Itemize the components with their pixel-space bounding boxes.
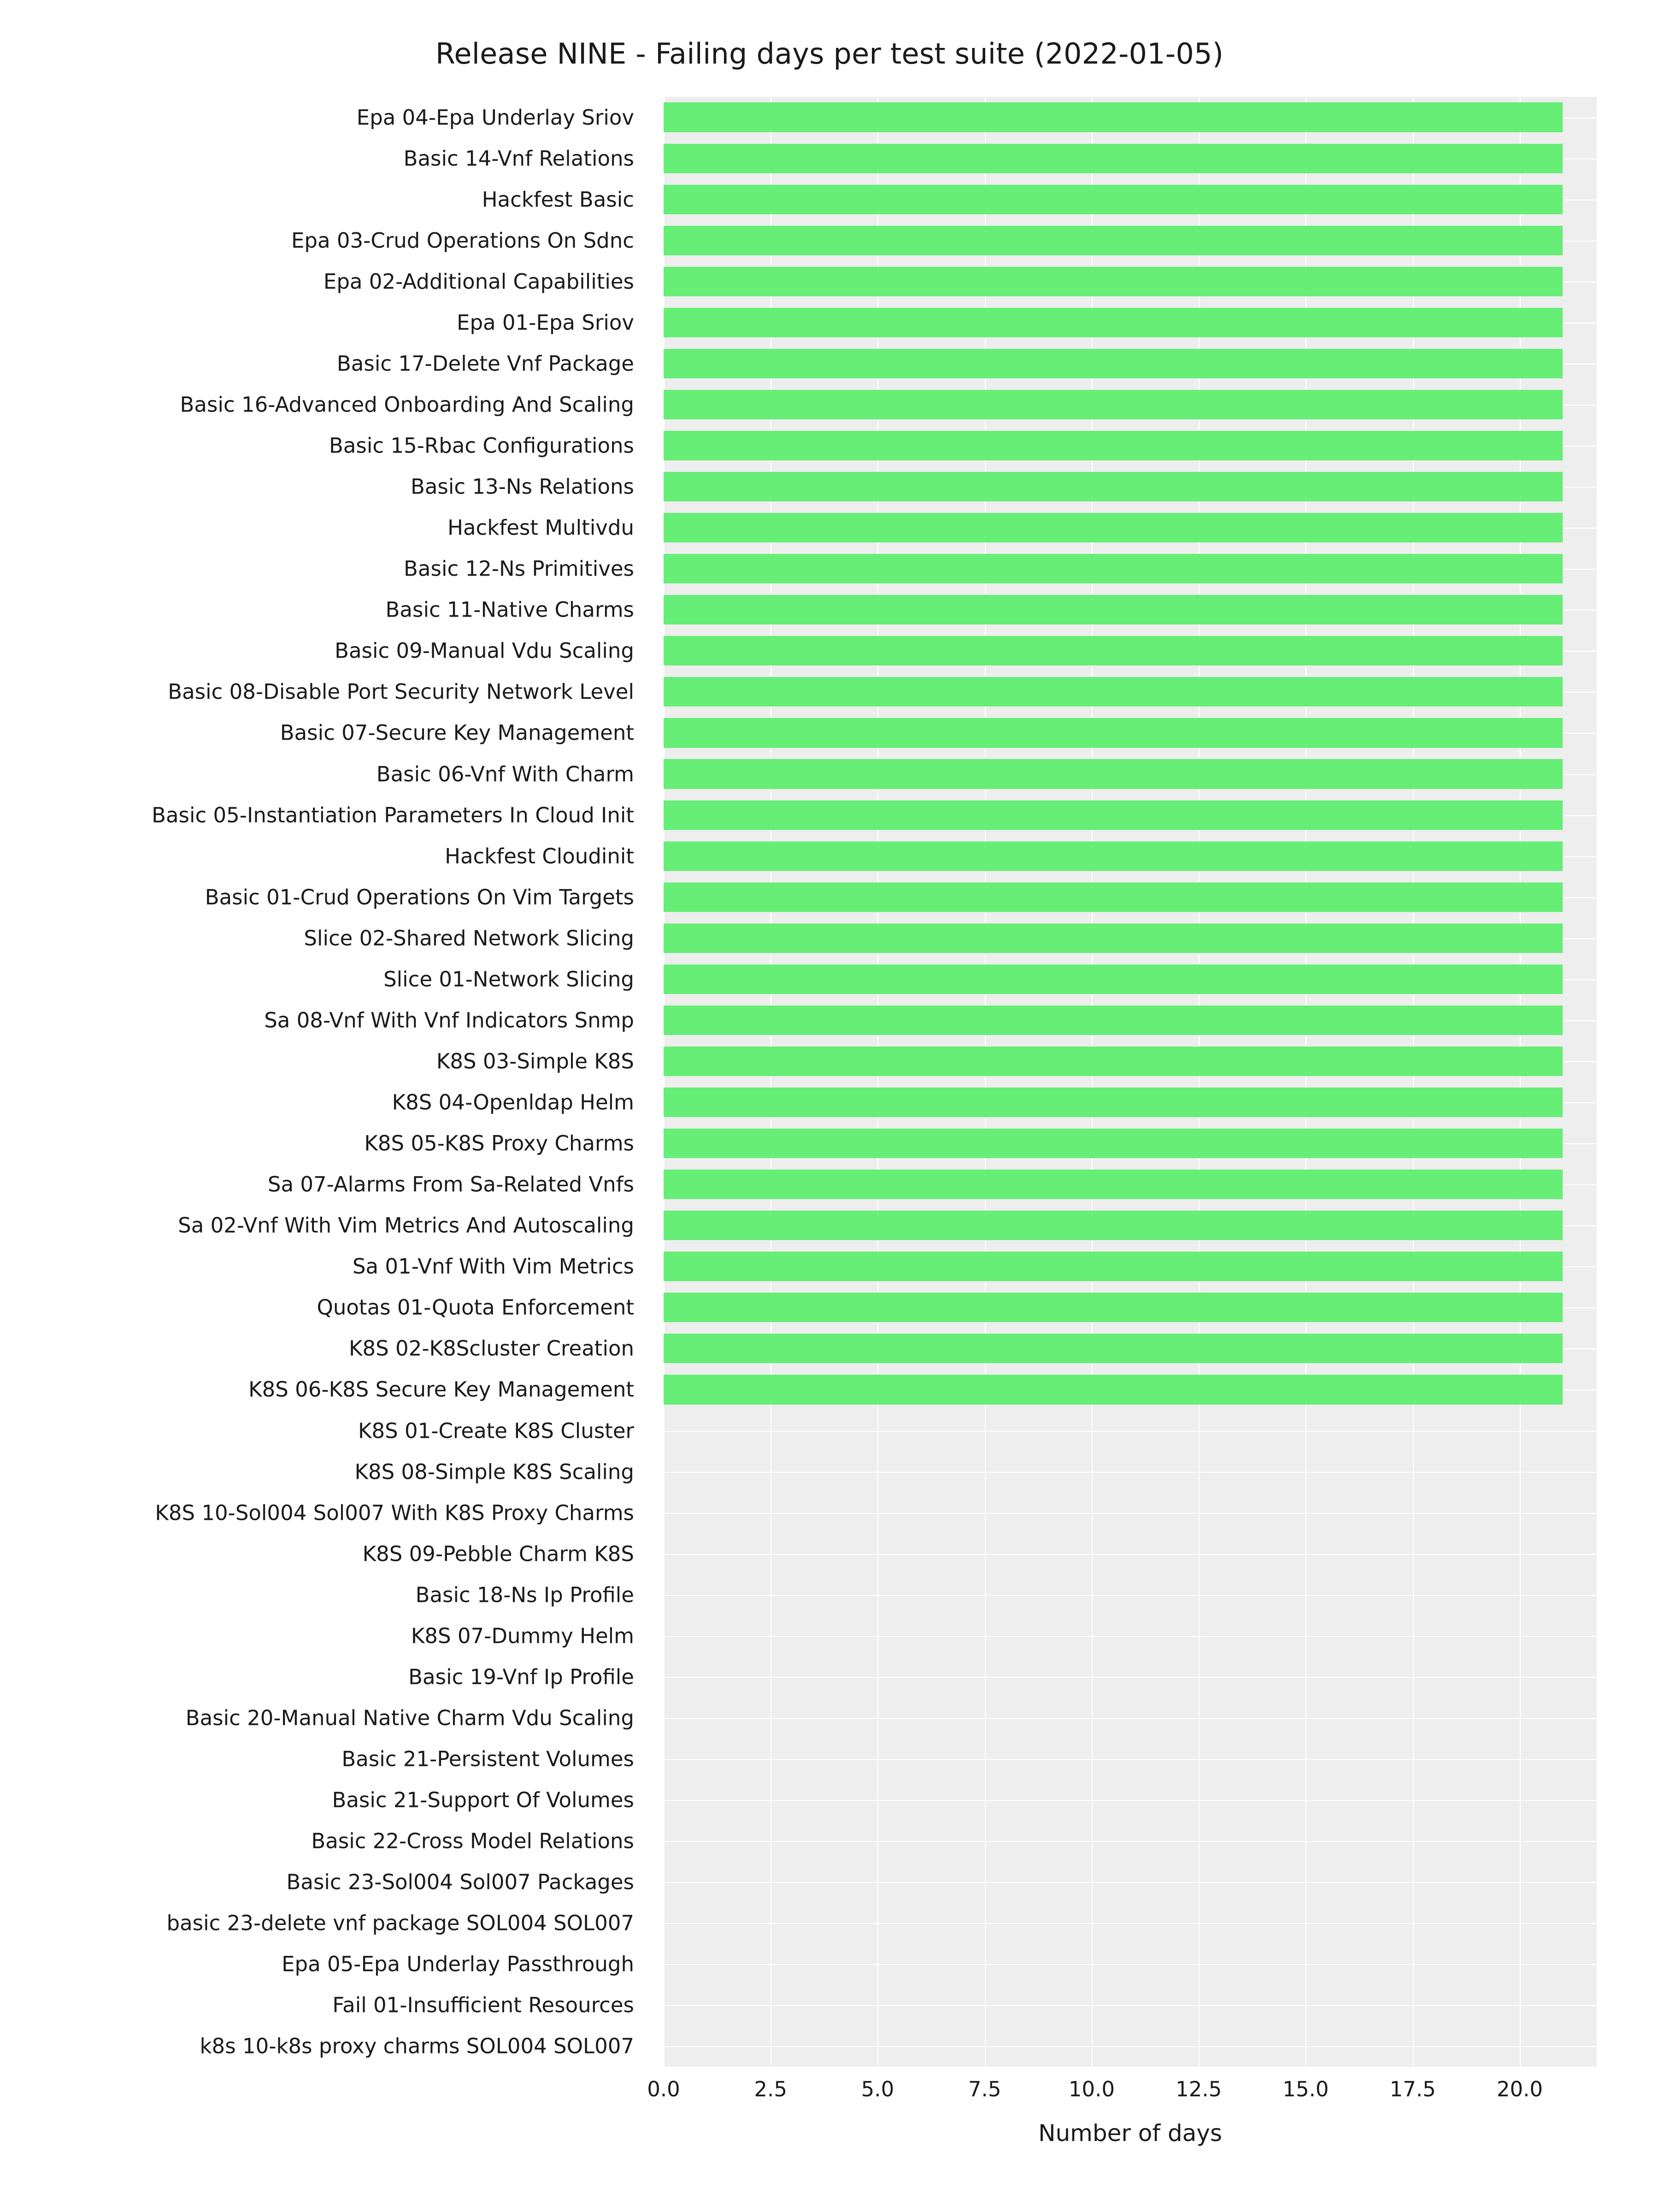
y-tick-label: K8S 10-Sol004 Sol007 With K8S Proxy Charms: [155, 1500, 634, 1525]
bar: [664, 431, 1563, 460]
bar: [664, 308, 1563, 337]
y-tick-label: Slice 02-Shared Network Slicing: [304, 926, 634, 951]
y-tick-label: Epa 05-Epa Underlay Passthrough: [282, 1952, 634, 1977]
bar: [664, 185, 1563, 214]
x-tick-label: 5.0: [861, 2077, 894, 2101]
bar: [664, 1006, 1563, 1035]
y-tick-label: K8S 02-K8Scluster Creation: [349, 1336, 634, 1361]
bar: [664, 1170, 1563, 1199]
y-tick-label: Sa 08-Vnf With Vnf Indicators Snmp: [264, 1008, 634, 1033]
x-axis-title: Number of days: [1038, 2120, 1222, 2147]
y-tick-label: Basic 21-Persistent Volumes: [341, 1747, 634, 1771]
y-tick-label: Basic 01-Crud Operations On Vim Targets: [205, 885, 634, 910]
y-tick-label: K8S 09-Pebble Charm K8S: [362, 1541, 634, 1566]
y-tick-label: K8S 01-Create K8S Cluster: [358, 1418, 634, 1443]
bar: [664, 1088, 1563, 1117]
bar: [664, 1334, 1563, 1363]
y-tick-label: Basic 05-Instantiation Parameters In Cloud Init: [152, 803, 634, 828]
y-tick-label: K8S 05-K8S Proxy Charms: [364, 1131, 634, 1156]
bar: [664, 924, 1563, 953]
bar: [664, 965, 1563, 994]
y-tick-label: Basic 20-Manual Native Charm Vdu Scaling: [185, 1706, 634, 1730]
y-tick-label: Basic 06-Vnf With Charm: [376, 762, 634, 787]
bar: [664, 841, 1563, 871]
y-tick-label: Basic 17-Delete Vnf Package: [336, 351, 634, 376]
y-tick-label: Sa 07-Alarms From Sa-Related Vnfs: [267, 1172, 634, 1197]
bar: [664, 1047, 1563, 1076]
y-tick-label: Basic 18-Ns Ip Profile: [415, 1583, 634, 1607]
y-tick-label: Basic 22-Cross Model Relations: [311, 1829, 634, 1853]
bar: [664, 267, 1563, 296]
y-tick-label: Hackfest Basic: [482, 187, 634, 212]
y-tick-label: Basic 15-Rbac Configurations: [329, 433, 634, 458]
bar: [664, 636, 1563, 665]
y-tick-label: K8S 03-Simple K8S: [436, 1049, 634, 1074]
y-tick-label: Hackfest Cloudinit: [445, 844, 634, 869]
y-tick-label: Basic 07-Secure Key Management: [280, 720, 634, 745]
x-tick-label: 15.0: [1282, 2077, 1329, 2101]
bar: [664, 513, 1563, 542]
bar: [664, 1293, 1563, 1322]
bar: [664, 554, 1563, 583]
bar: [664, 390, 1563, 419]
y-tick-label: Epa 01-Epa Sriov: [457, 310, 634, 335]
bar-series: [664, 97, 1597, 2067]
bar: [664, 1375, 1563, 1404]
y-tick-label: Basic 14-Vnf Relations: [403, 146, 634, 171]
x-tick-label: 0.0: [647, 2077, 680, 2101]
y-tick-label: Basic 12-Ns Primitives: [404, 556, 634, 581]
bar: [664, 759, 1563, 788]
plot-area: [664, 97, 1597, 2067]
y-tick-label: Slice 01-Network Slicing: [383, 967, 634, 992]
bar: [664, 800, 1563, 830]
y-tick-label: Quotas 01-Quota Enforcement: [317, 1295, 634, 1320]
y-tick-label: Basic 21-Support Of Volumes: [332, 1788, 634, 1812]
x-tick-label: 20.0: [1496, 2077, 1543, 2101]
bar: [664, 472, 1563, 501]
x-tick-label: 12.5: [1176, 2077, 1222, 2101]
x-axis-tick-labels: [647, 2067, 1597, 2104]
y-tick-label: Epa 04-Epa Underlay Sriov: [356, 105, 634, 130]
y-tick-label: K8S 07-Dummy Helm: [411, 1624, 634, 1648]
bar: [664, 349, 1563, 378]
y-tick-label: Basic 23-Sol004 Sol007 Packages: [286, 1870, 634, 1894]
y-tick-label: K8S 06-K8S Secure Key Management: [248, 1377, 634, 1402]
y-tick-label: basic 23-delete vnf package SOL004 SOL007: [166, 1911, 634, 1936]
y-tick-label: Epa 02-Additional Capabilities: [323, 269, 634, 294]
y-tick-label: Fail 01-Insufficient Resources: [332, 1993, 634, 2018]
bar: [664, 102, 1563, 132]
x-tick-label: 2.5: [754, 2077, 788, 2101]
y-tick-label: Epa 03-Crud Operations On Sdnc: [291, 228, 634, 253]
x-tick-label: 17.5: [1389, 2077, 1436, 2101]
x-tick-label: 7.5: [968, 2077, 1001, 2101]
y-tick-label: Basic 09-Manual Vdu Scaling: [335, 638, 634, 663]
y-tick-label: Basic 19-Vnf Ip Profile: [408, 1665, 634, 1689]
y-tick-label: Hackfest Multivdu: [447, 515, 634, 540]
bar: [664, 882, 1563, 912]
y-tick-label: Basic 13-Ns Relations: [410, 474, 634, 499]
y-tick-label: Sa 01-Vnf With Vim Metrics: [352, 1254, 634, 1279]
bar: [664, 1211, 1563, 1240]
bar: [664, 1252, 1563, 1281]
chart-title: Release NINE - Failing days per test suite (2022-01-05): [435, 37, 1224, 71]
y-tick-label: k8s 10-k8s proxy charms SOL004 SOL007: [200, 2034, 634, 2059]
y-tick-label: Sa 02-Vnf With Vim Metrics And Autoscaling: [178, 1213, 634, 1238]
y-tick-label: Basic 16-Advanced Onboarding And Scaling: [180, 392, 634, 417]
bar: [664, 1129, 1563, 1158]
y-tick-label: K8S 08-Simple K8S Scaling: [354, 1459, 634, 1484]
y-tick-label: Basic 08-Disable Port Security Network Level: [168, 679, 634, 704]
x-tick-label: 10.0: [1068, 2077, 1115, 2101]
bar: [664, 677, 1563, 706]
bar: [664, 718, 1563, 747]
bar: [664, 144, 1563, 173]
y-tick-label: Basic 11-Native Charms: [385, 597, 634, 622]
bar: [664, 595, 1563, 624]
y-tick-label: K8S 04-Openldap Helm: [392, 1090, 634, 1115]
bar: [664, 226, 1563, 255]
y-axis-tick-labels: [0, 97, 645, 2067]
